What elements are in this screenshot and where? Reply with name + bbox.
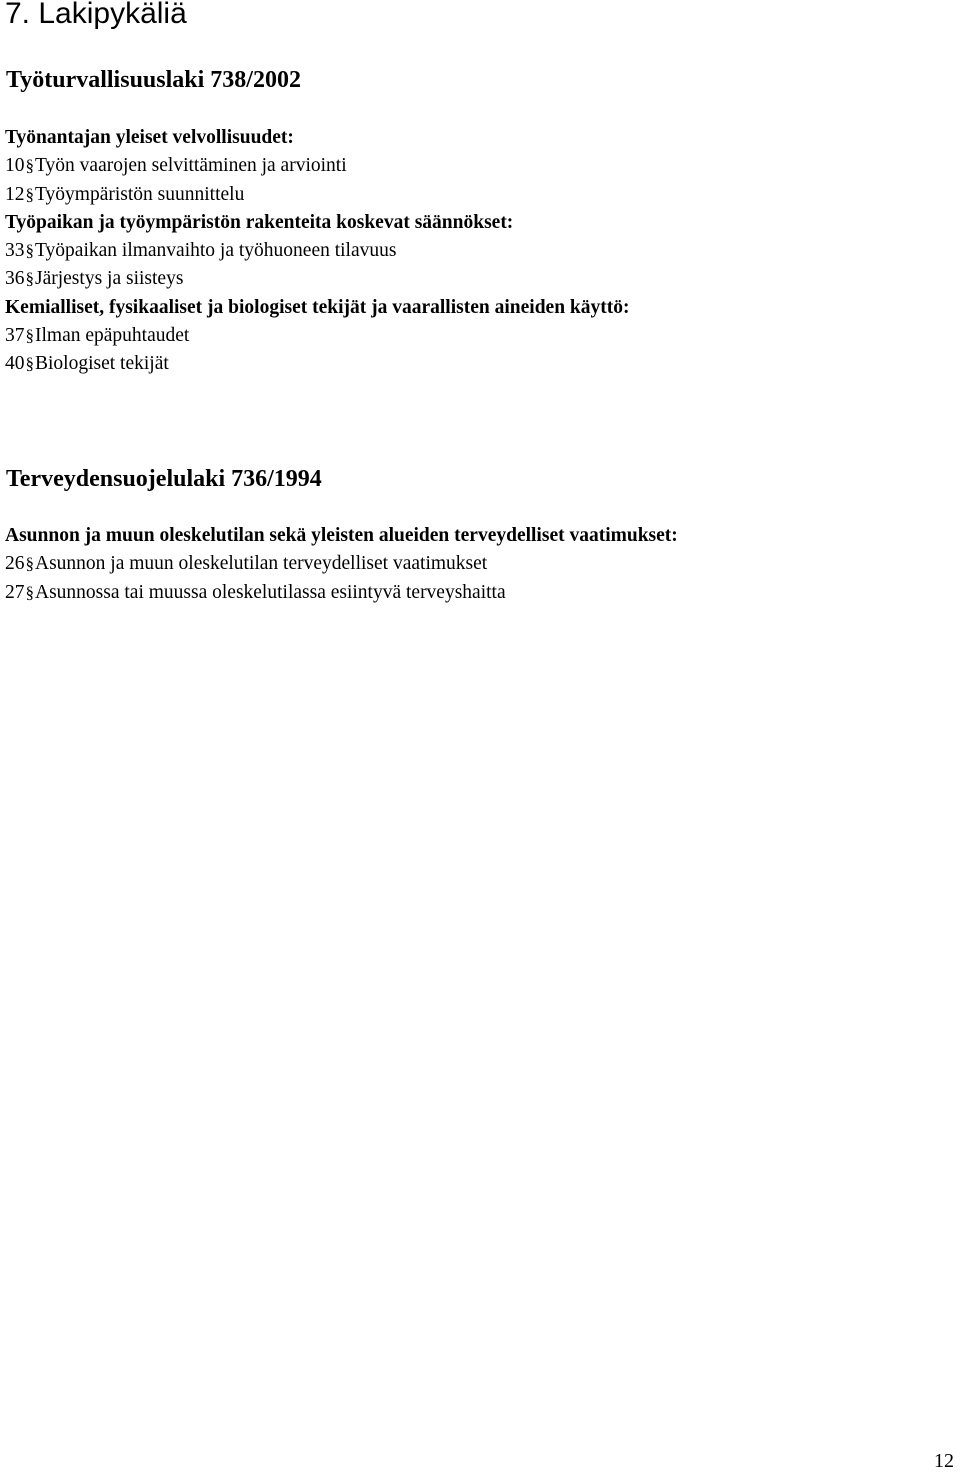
section-symbol: § bbox=[25, 354, 34, 374]
section-item bbox=[5, 152, 630, 180]
section-title: Asunnon ja muun oleskelutilan terveydelliset vaatimukset bbox=[35, 553, 488, 575]
section-number: 27 bbox=[5, 581, 25, 603]
law-1-sections bbox=[5, 124, 630, 379]
section-number: 40 bbox=[5, 353, 25, 375]
section-title: Työympäristön suunnittelu bbox=[35, 183, 245, 205]
section-item bbox=[5, 322, 630, 350]
law-2-sections bbox=[5, 522, 678, 607]
section-symbol: § bbox=[25, 241, 34, 261]
section-number: 36 bbox=[5, 268, 25, 290]
section-symbol: § bbox=[25, 269, 34, 289]
section-title: Työn vaarojen selvittäminen ja arviointi bbox=[35, 155, 347, 177]
section-item bbox=[5, 265, 630, 293]
section-number: 26 bbox=[5, 553, 25, 575]
section-group-heading: Työnantajan yleiset velvollisuudet: bbox=[5, 127, 294, 148]
section-title: Järjestys ja siisteys bbox=[35, 268, 184, 290]
section-number: 33 bbox=[5, 240, 25, 262]
section-title: Työpaikan ilmanvaihto ja työhuoneen tilavuus bbox=[35, 240, 397, 262]
section-symbol: § bbox=[25, 582, 34, 602]
section-group-heading: Asunnon ja muun oleskelutilan sekä yleisten alueiden terveydelliset vaatimukset: bbox=[5, 525, 678, 546]
section-item bbox=[5, 237, 630, 265]
section-number: 37 bbox=[5, 325, 25, 347]
chapter-title: 7. Lakipykäliä bbox=[5, 0, 187, 30]
section-title: Ilman epäpuhtaudet bbox=[35, 325, 190, 347]
section-number: 10 bbox=[5, 155, 25, 177]
section-title: Asunnossa tai muussa oleskelutilassa esiintyvä terveyshaitta bbox=[35, 581, 506, 603]
section-item bbox=[5, 350, 630, 378]
section-symbol: § bbox=[25, 554, 34, 574]
section-group-heading: Kemialliset, fysikaaliset ja biologiset tekijät ja vaarallisten aineiden käyttö: bbox=[5, 296, 630, 318]
section-title: Biologiset tekijät bbox=[35, 353, 169, 375]
section-symbol: § bbox=[25, 184, 34, 204]
section-group-heading: Työpaikan ja työympäristön rakenteita koskevat säännökset: bbox=[5, 211, 514, 233]
section-item bbox=[5, 550, 678, 578]
law-title-terveydensuojelulaki: Terveydensuojelulaki 736/1994 bbox=[6, 466, 322, 492]
page-number: 12 bbox=[934, 1450, 954, 1472]
section-number: 12 bbox=[5, 183, 25, 205]
section-item bbox=[5, 181, 630, 209]
section-symbol: § bbox=[25, 156, 34, 176]
section-item bbox=[5, 579, 678, 607]
section-symbol: § bbox=[25, 326, 34, 346]
law-title-tyoturvallisuuslaki: Työturvallisuuslaki 738/2002 bbox=[6, 67, 301, 93]
